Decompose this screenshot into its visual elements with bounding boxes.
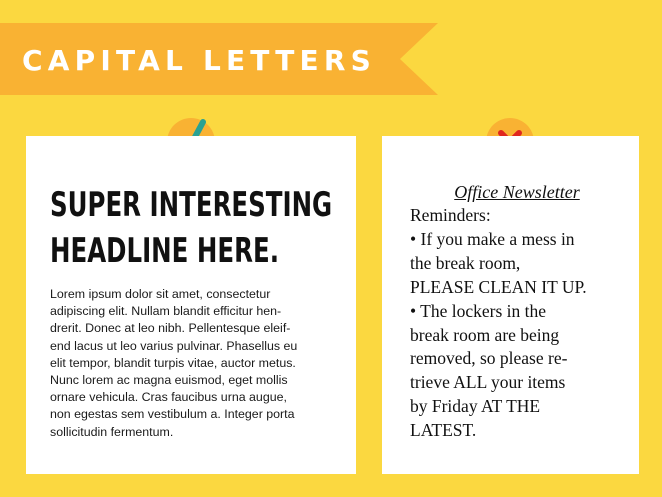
good-example-card (26, 136, 356, 474)
newsletter-text (410, 180, 630, 443)
newsletter-line: • If you make a mess in (410, 228, 575, 249)
newsletter-line: PLEASE CLEAN IT UP. (410, 276, 587, 297)
sample-body-text (50, 286, 350, 441)
newsletter-lines (410, 204, 630, 443)
newsletter-line: Reminders: (410, 205, 491, 225)
newsletter-line: • The lockers in the (410, 300, 547, 321)
body-line: end lacus ut leo varius pulvinar. Phasellus eu (50, 338, 298, 353)
newsletter-line: removed, so please re- (410, 348, 568, 369)
body-line: sollicitudin fermentum. (50, 424, 174, 439)
body-line: ornare vehicula. Cras faucibus urna augue, (50, 390, 287, 405)
body-line: drerit. Donec at leo nibh. Pellentesque eleif- (50, 321, 291, 336)
body-line: non egestas sem vestibulum a. Integer porta (50, 407, 295, 422)
sample-headline (50, 182, 333, 274)
title-banner (0, 23, 438, 95)
body-line: adipiscing elit. Nullam blandit efficitur hen- (50, 304, 282, 319)
newsletter-line: the break room, (410, 252, 521, 273)
body-line: elit tempor, blandit turpis vitae, auctor metus. (50, 355, 296, 370)
body-line: Lorem ipsum dolor sit amet, consectetur (50, 287, 271, 301)
headline-line: SUPER INTERESTING (50, 185, 333, 225)
banner-title: CAPITAL LETTERS (22, 44, 377, 77)
newsletter-line: by Friday AT THE (410, 396, 541, 417)
newsletter-line: break room are being (410, 324, 560, 345)
body-line: Nunc lorem ac magna euismod, eget mollis (50, 373, 288, 388)
newsletter-line: trieve ALL your items (410, 372, 566, 393)
bad-example-card (382, 136, 639, 474)
newsletter-line: LATEST. (410, 420, 477, 441)
newsletter-title: Office Newsletter (454, 182, 580, 202)
headline-line: HEADLINE HERE. (50, 231, 280, 271)
